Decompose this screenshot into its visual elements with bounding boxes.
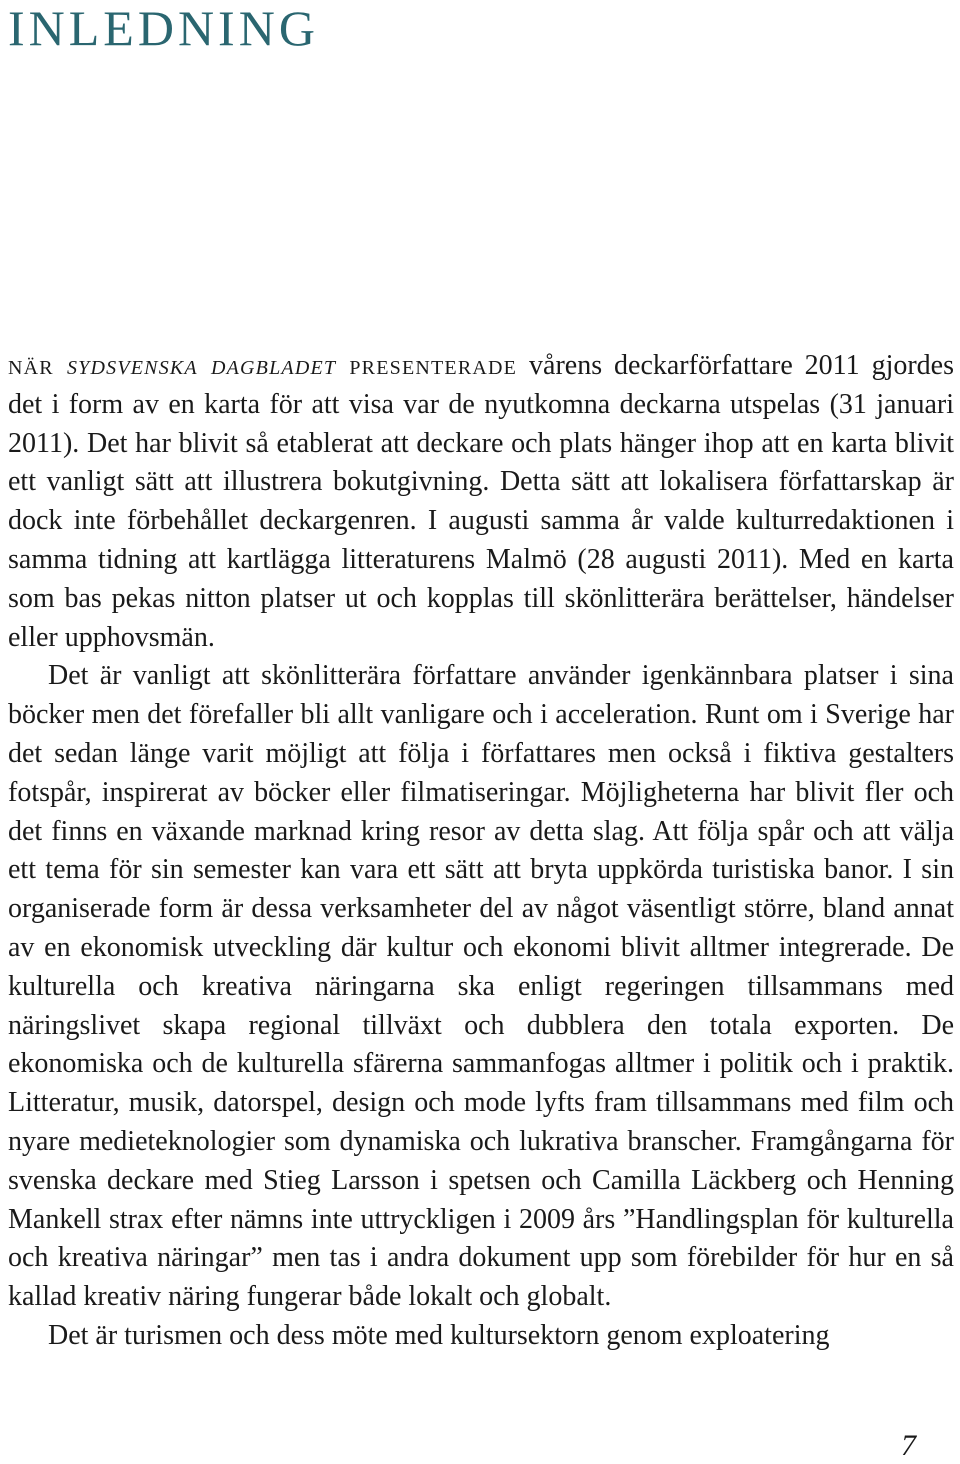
lead-in-verb: presenterade xyxy=(349,350,518,381)
chapter-title: INLEDNING xyxy=(8,0,319,56)
page-number: 7 xyxy=(901,1429,916,1462)
paragraph-2: Det är vanligt att skönlitterära författare använder igenkännbara platser i sina böcker men det förefaller bli allt vanligare och i acceleration. Runt om i Sverige har det sedan länge varit möjligt att följa i författares men också i fiktiva gestalters fotspår, inspirerat av böcker eller filmatiseringar. Möjligheterna har blivit fler och det finns en växande marknad kring resor av detta slag. Att följa spår och att välja ett tema för sin semester kan vara ett sätt att bryta uppkörda turistiska banor. I sin organiserade form är dessa verksamheter del av något väsentligt större, bland annat av en ekonomisk utveckling där kultur och ekonomi blivit alltmer integrerade. De kulturella och kreativa näringarna ska enligt regeringen tillsammans med näringslivet skapa regional tillväxt och dubblera den totala exporten. De ekonomiska och de kulturella sfärerna sammanfogas alltmer i politik och i praktik. Litteratur, musik, datorspel, design och mode lyfts fram tillsammans med film och nyare medieteknologier som dynamiska och lukrativa branscher. Framgångarna för svenska deckare med Stieg Larsson i spetsen och Camilla Läckberg och Henning Mankell strax efter nämns inte uttryckligen i 2009 års ”Handlingsplan för kulturella och kreativa näringar” men tas i andra dokument upp som förebilder för hur en så kallad kreativ näring fungerar både lokalt och globalt. xyxy=(8,660,954,1313)
lead-in xyxy=(8,350,517,381)
paragraph-3: Det är turismen och dess möte med kultursektorn genom exploatering xyxy=(48,1319,830,1351)
lead-in-word: när xyxy=(8,350,54,381)
body-text xyxy=(8,347,954,1356)
paragraph-1 xyxy=(8,347,954,657)
paragraph-1-text: vårens deckarförfattare 2011 gjordes det i form av en karta för att visa var de nyutkomna deckarna utspelas (31 januari 2011). Det har blivit så etablerat att deckare och plats hänger ihop att en karta blivit ett vanligt sätt att illustrera bokutgivning. Detta sätt att lokalisera författarskap är dock inte förbehållet deckargenren. I augusti samma år valde kulturredaktionen i samma tidning att kartlägga litteraturens Malmö (28 augusti 2011). Med en karta som bas pekas nitton platser ut och kopplas till skönlitterära berättelser, händelser eller upphovsmän. xyxy=(8,350,954,653)
newspaper-name: sydsvenska dagbladet xyxy=(66,350,337,381)
